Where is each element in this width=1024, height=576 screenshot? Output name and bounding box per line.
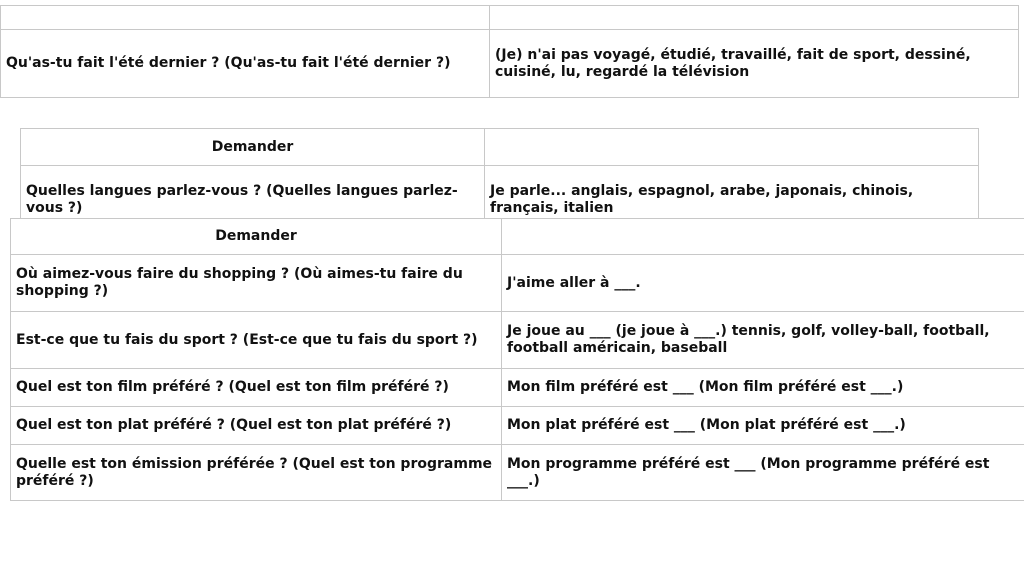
answer-cell: Je parle... anglais, espagnol, arabe, japonais, chinois, français, italien bbox=[485, 166, 979, 234]
table-row bbox=[11, 445, 1024, 501]
table-row bbox=[1, 30, 1019, 98]
header-cell-demander: Demander bbox=[21, 129, 485, 166]
summer-vocab-table bbox=[0, 5, 1019, 98]
answer-cell: J'aime aller à ___. bbox=[502, 255, 1024, 312]
answer-cell: Mon film préféré est ___ (Mon film préféré est ___.) bbox=[502, 369, 1024, 407]
answer-cell: Je joue au ___ (je joue à ___.) tennis, golf, volley-ball, football, football américain, baseball bbox=[502, 312, 1024, 369]
question-cell: Quel est ton film préféré ? (Quel est ton film préféré ?) bbox=[11, 369, 502, 407]
table-row bbox=[11, 407, 1024, 445]
question-cell: Est-ce que tu fais du sport ? (Est-ce que tu fais du sport ?) bbox=[11, 312, 502, 369]
answer-cell bbox=[490, 6, 1019, 30]
table-header-row bbox=[21, 129, 979, 166]
table-row bbox=[11, 312, 1024, 369]
question-cell: Quelles langues parlez-vous ? (Quelles langues parlez-vous ?) bbox=[21, 166, 485, 234]
question-cell: Où aimez-vous faire du shopping ? (Où aimes-tu faire du shopping ?) bbox=[11, 255, 502, 312]
answer-cell: (Je) n'ai pas voyagé, étudié, travaillé, fait de sport, dessiné, cuisiné, lu, regardé la télévision bbox=[490, 30, 1019, 98]
header-cell-answer bbox=[485, 129, 979, 166]
preferences-table bbox=[10, 218, 1024, 501]
question-cell: Quel est ton plat préféré ? (Quel est ton plat préféré ?) bbox=[11, 407, 502, 445]
header-cell-demander: Demander bbox=[11, 219, 502, 255]
question-cell: Qu'as-tu fait l'été dernier ? (Qu'as-tu fait l'été dernier ?) bbox=[1, 30, 490, 98]
table-row bbox=[1, 6, 1019, 30]
answer-cell: Mon programme préféré est ___ (Mon programme préféré est ___.) bbox=[502, 445, 1024, 501]
header-cell-answer bbox=[502, 219, 1024, 255]
question-cell bbox=[1, 6, 490, 30]
table-row bbox=[11, 369, 1024, 407]
table-row bbox=[11, 255, 1024, 312]
answer-cell: Mon plat préféré est ___ (Mon plat préféré est ___.) bbox=[502, 407, 1024, 445]
question-cell: Quelle est ton émission préférée ? (Quel est ton programme préféré ?) bbox=[11, 445, 502, 501]
table-header-row bbox=[11, 219, 1024, 255]
